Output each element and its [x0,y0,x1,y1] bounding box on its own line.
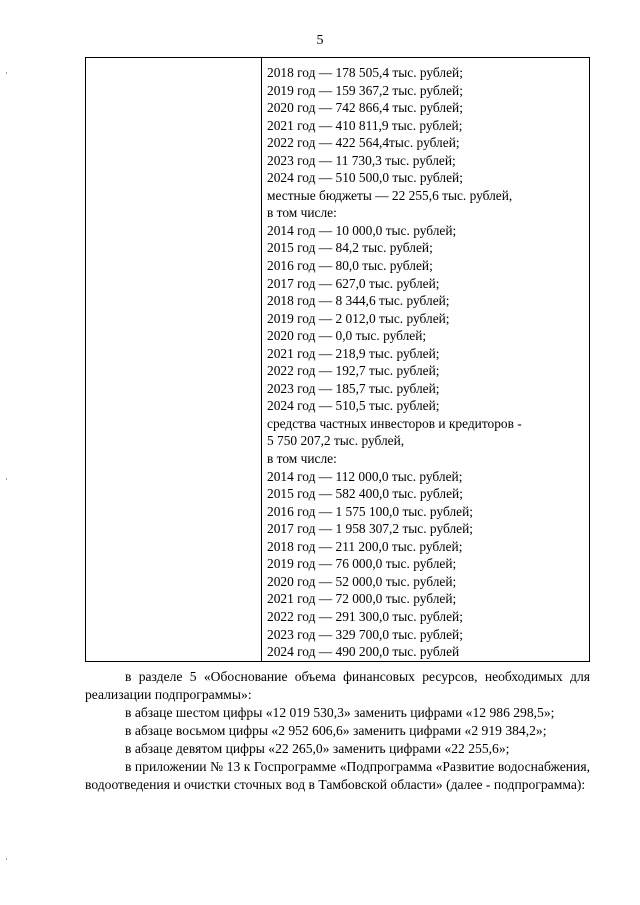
table-line: 2022 год — 422 564,4тыс. рублей; [267,135,460,151]
table-line: 2022 год — 291 300,0 тыс. рублей; [267,608,463,624]
page-number: 5 [316,33,324,48]
paragraph-appendix-13: в приложении № 13 к Госпрограмме «Подпрограмма «Развитие водоснабжения, водоотведения и очистки сточных вод в Тамбовской области» (далее - подпрограмма): [85,759,590,792]
table-line: 2019 год — 2 012,0 тыс. рублей; [267,310,450,326]
scan-edge-mark [6,72,7,74]
table-line: 2019 год — 159 367,2 тыс. рублей; [267,82,463,98]
table-line: 2022 год — 192,7 тыс. рублей; [267,363,440,379]
table-line: в том числе: [267,205,337,221]
table-line: 2017 год — 627,0 тыс. рублей; [267,275,440,291]
paragraph-section5: в разделе 5 «Обоснование объема финансовых ресурсов, необходимых для реализации подпрограммы»: [85,669,590,702]
table-line: 2015 год — 84,2 тыс. рублей; [267,240,433,256]
scan-edge-mark [6,858,7,860]
scan-edge-mark [6,478,7,480]
amendment-text [85,668,590,794]
table-line: 2021 год — 218,9 тыс. рублей; [267,345,440,361]
table-line: 2018 год — 178 505,4 тыс. рублей; [267,65,463,80]
table-line: 2018 год — 211 200,0 тыс. рублей; [267,538,463,554]
table-line: 5 750 207,2 тыс. рублей, [267,433,405,449]
table-row [86,58,590,662]
table-line: 2015 год — 582 400,0 тыс. рублей; [267,486,463,502]
table-line: 2020 год — 742 866,4 тыс. рублей; [267,100,463,116]
table-line: 2014 год — 10 000,0 тыс. рублей; [267,222,457,238]
table-line: 2020 год — 0,0 тыс. рублей; [267,328,427,344]
table-line: 2021 год — 410 811,9 тыс. рублей; [267,117,463,133]
table-line: 2021 год — 72 000,0 тыс. рублей; [267,591,457,607]
paragraph-abzac-8: в абзаце восьмом цифры «2 952 606,6» заменить цифрами «2 919 384,2»; [125,723,547,738]
table-line: средства частных инвесторов и кредиторов - [267,415,522,431]
table-right-cell [262,58,590,662]
table-line: 2023 год — 185,7 тыс. рублей; [267,380,440,396]
funding-table [85,57,590,662]
table-line: 2020 год — 52 000,0 тыс. рублей; [267,573,457,589]
table-line: 2023 год — 11 730,3 тыс. рублей; [267,152,456,168]
table-line: 2018 год — 8 344,6 тыс. рублей; [267,293,450,309]
table-line: в том числе: [267,451,337,467]
table-line: 2019 год — 76 000,0 тыс. рублей; [267,556,457,572]
table-left-cell [86,58,262,662]
table-line: 2023 год — 329 700,0 тыс. рублей; [267,626,463,642]
table-line: местные бюджеты — 22 255,6 тыс. рублей, [267,187,513,203]
table-line: 2024 год — 510,5 тыс. рублей; [267,398,440,414]
table-line: 2016 год — 80,0 тыс. рублей; [267,258,433,274]
table-line: 2016 год — 1 575 100,0 тыс. рублей; [267,503,473,519]
table-line: 2024 год — 510 500,0 тыс. рублей; [267,170,463,186]
table-line: 2014 год — 112 000,0 тыс. рублей; [267,468,463,484]
paragraph-abzac-6: в абзаце шестом цифры «12 019 530,3» заменить цифрами «12 986 298,5»; [125,705,555,720]
paragraph-abzac-9: в абзаце девятом цифры «22 265,0» заменить цифрами «22 255,6»; [125,741,510,756]
table-line: 2024 год — 490 200,0 тыс. рублей [267,644,460,660]
table-line: 2017 год — 1 958 307,2 тыс. рублей; [267,521,473,537]
